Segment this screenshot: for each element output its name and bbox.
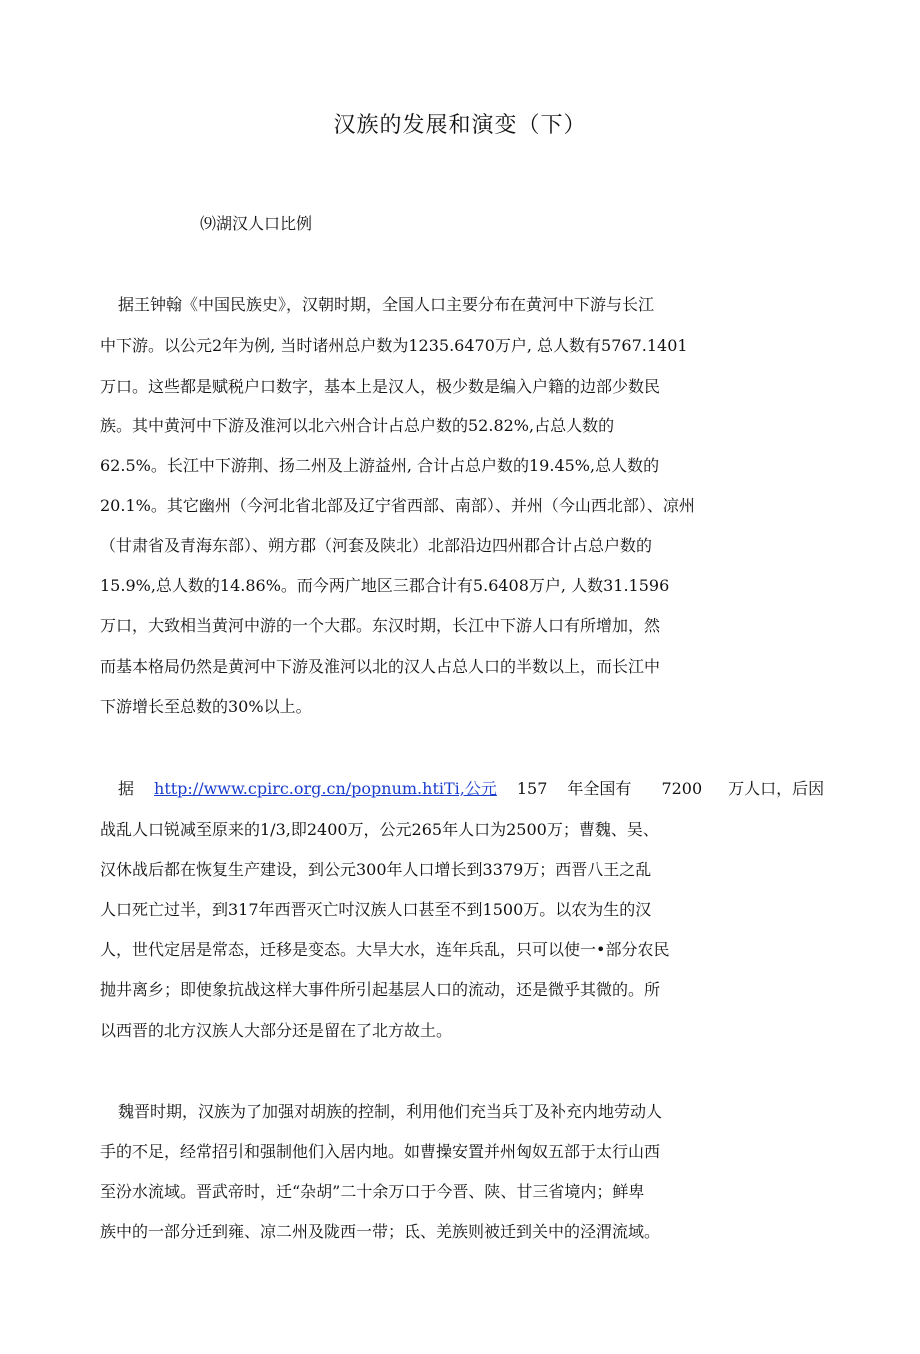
source-link[interactable]: http://www.cpirc.org.cn/popnum.htiTi,公元 xyxy=(154,779,497,798)
section-heading: ⑼湖汉人口比例 xyxy=(200,214,313,233)
paragraph-2-mid-text: 年全国有 xyxy=(567,779,632,798)
paragraph-1-line: （甘肃省及青海东部）、朔方郡（河套及陕北）北部沿边四州郡合计占总户数的 xyxy=(100,536,653,555)
paragraph-1-line: 15.9%,总人数的14.86%。而今两广地区三郡合计有5.6408万户, 人数31.1596 xyxy=(100,576,670,595)
paragraph-2-line: 以西晋的北方汉族人大部分还是留在了北方故土。 xyxy=(100,1021,453,1040)
paragraph-2-lead: 据 xyxy=(118,779,135,798)
paragraph-3-line: 至汾水流域。晋武帝时，迁“杂胡”二十余万口于今晋、陕、甘三省境内；鲜卑 xyxy=(100,1182,645,1201)
paragraph-1-line: 20.1%。其它幽州（今河北省北部及辽宁省西部、南部）、并州（今山西北部）、凉州 xyxy=(100,496,695,515)
paragraph-1-line: 而基本格局仍然是黄河中下游及淮河以北的汉人占总人口的半数以上，而长江中 xyxy=(100,657,661,676)
paragraph-2-line: 战乱人口锐减至原来的1/3,即2400万，公元265年人口为2500万；曹魏、吴、 xyxy=(100,820,659,839)
page-title: 汉族的发展和演变（下） xyxy=(333,113,587,138)
paragraph-2-line: 汉休战后都在恢复生产建设，到公元300年人口增长到3379万；西晋八王之乱 xyxy=(100,860,652,879)
population-number: 7200 xyxy=(661,779,703,798)
paragraph-3-line: 魏晋时期，汉族为了加强对胡族的控制，利用他们充当兵丁及补充内地劳动人 xyxy=(118,1102,663,1121)
paragraph-1-line: 万口，大致相当黄河中游的一个大郡。东汉时期，长江中下游人口有所增加，然 xyxy=(100,616,661,635)
paragraph-1-line: 万口。这些都是赋税户口数字，基本上是汉人，极少数是编入户籍的边部少数民 xyxy=(100,377,661,396)
paragraph-1-line: 族。其中黄河中下游及淮河以北六州合计占总户数的52.82%,占总人数的 xyxy=(100,416,615,435)
paragraph-2-first-line xyxy=(118,776,824,799)
paragraph-1-line: 中下游。以公元2年为例, 当时诸州总户数为1235.6470万户, 总人数有5767.1401 xyxy=(100,336,688,355)
paragraph-1-line: 下游增长至总数的30%以上。 xyxy=(100,697,312,716)
paragraph-1-line: 62.5%。长江中下游荆、扬二州及上游益州, 合计占总户数的19.45%,总人数的 xyxy=(100,456,660,475)
paragraph-3-line: 族中的一部分迁到雍、凉二州及陇西一带；氐、羌族则被迁到关中的泾渭流域。 xyxy=(100,1222,661,1241)
paragraph-2-line: 人，世代定居是常态，迁移是变态。大旱大水，连年兵乱，只可以使一•部分农民 xyxy=(100,940,670,959)
paragraph-2-tail-text: 万人口，后因 xyxy=(728,779,825,798)
year-number: 157 xyxy=(516,779,548,798)
paragraph-2-line: 抛井离乡；即使象抗战这样大事件所引起基层人口的流动，还是微乎其微的。所 xyxy=(100,980,661,999)
paragraph-2-line: 人口死亡过半，到317年西晋灭亡吋汉族人口甚至不到1500万。以农为生的汉 xyxy=(100,900,652,919)
paragraph-1-line: 据王钟翰《中国民族史》，汉朝时期，全国人口主要分布在黄河中下游与长江 xyxy=(118,295,655,314)
paragraph-3-line: 手的不足，经常招引和强制他们入居内地。如曹操安置并州匈奴五部于太行山西 xyxy=(100,1142,661,1161)
